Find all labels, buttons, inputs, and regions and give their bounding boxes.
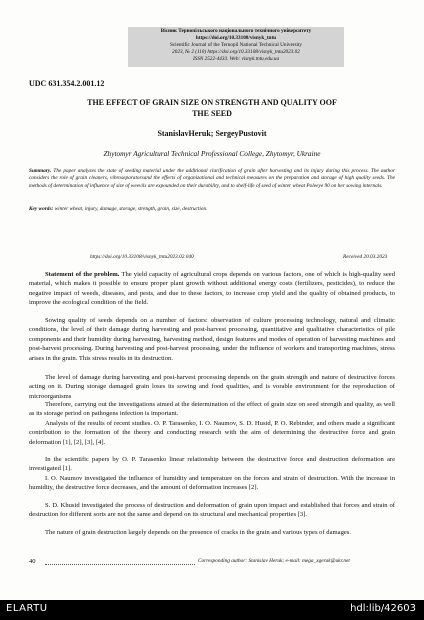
body-paragraph: Sowing quality of seeds depends on a number of factors: observation of culture processing technology, natural and climatic conditions, the level of their damage during harvesting and post-harvest processing, quantitative and qualitative characteristics of pile components and their humidity during harvesting, harvesting method, design features and modes of operation of harvesting machines and post-harvest processing. During harvesting and post-harvest processing, under the influence of workers and transporting machines, stress arises in the grain. This stress results in its destruction. (29, 317, 395, 362)
body-paragraph: The nature of grain destruction largely depends on the presence of cracks in the grain and various types of damages. (45, 529, 352, 536)
paper-authors: StanislavHeruk; SergeyPustovit (157, 129, 267, 138)
repository-name[interactable]: ELARTU (6, 603, 48, 614)
paper-title-line-2: THE SEED (192, 109, 232, 118)
body-paragraph: Therefore, carrying out the investigations aimed at the determination of the effect of grain size on seed strength and quality, as well as its storage period on pathogens infection is important. (29, 401, 395, 418)
keywords (29, 206, 395, 213)
journal-name-ukrainian: Вісник Тернопільського національного технічного університету (160, 28, 312, 34)
abstract-label: Summary. (29, 168, 52, 174)
page-number: 40 (29, 558, 36, 565)
paragraph-text: The yield capacity of agricultural crops depends on various factors, one of which is high-quality seed material, which makes it possible to ensure proper plant growth without additional energy costs (fertilizers, pesticides), to reduce the negative impact of weeds, diseases, and pests, and due to these factors, to increase crop yield and the quality of obtained products, to improve the ecological condition of the field. (29, 271, 396, 307)
body-paragraph: S. D. Khusid investigated the process of destruction and deformation of grain upon impact and established that forces and strain of destruction for different sorts are not the same and depend on its structural and mechanical properties [3]. (29, 502, 395, 519)
body-paragraph: In the scientific papers by O. P. Tarasenko linear relationship between the destructive force and destruction deformation are investigated [1]. (29, 456, 395, 473)
corresponding-author: Corresponding author: Stanislav Heruk; e-mail: mega_xgerak@ukr.net (198, 558, 350, 564)
abstract-text: The paper analyzes the state of seeding material under the additional clarification of grain after harvesting and its injury during this process. The author considers the role of grain cleaners, vibroseparatorsand the effects of organizational and technical measures on the preparation and storage of high quality seeds. The methods of determination of influence of size of weevils are expounded on their durability, and to shelf-life of seed of winter wheat Poleeye 90 on her sowing internals. (29, 168, 396, 189)
body-paragraph: I. O. Naumov investigated the influence of humidity and temperature on the forces and strain of destruction. With the increase in humidity, the destructive force decreases, and the amount of deformation increases [2]. (29, 475, 395, 492)
keywords-text: winter wheat, injury, damage, storage, strength, grain, size, destruction. (54, 206, 208, 212)
received-date: Received 20.03.2023 (343, 254, 388, 260)
section-heading: Statement of the problem. (45, 271, 120, 278)
abstract (29, 168, 395, 190)
journal-issn-web[interactable]: ISSN 2522-4433. Web: visnyk.tntu.edu.ua (192, 56, 280, 62)
article-doi[interactable]: https://doi.org/10.33108/visnyk_tntu2023.02.040 (90, 254, 194, 260)
journal-issue-doi[interactable]: 2023, № 2 (110) https://doi.org/10.33108/visnyk_tntu2023.02 (172, 49, 300, 55)
keywords-label: Key words: (29, 206, 54, 212)
body-paragraph: Analysis of the results of recent studies. O. P. Tarasenko, I. O. Naumov, S. D. Husid, P. O. Rebinder, and others made a significant contribution to the formation of the theory and conducting research with the aim of determining the destructive force and grain deformation [1], [2], [3], [4]. (29, 420, 395, 446)
paper-title-line-1: THE EFFECT OF GRAIN SIZE ON STRENGTH AND QUALITY OOF (87, 98, 337, 107)
handle-id[interactable]: hdl:lib/42603 (350, 603, 416, 614)
author-affiliation: Zhytomyr Agricultural Technical Professional College, Zhytomyr, Ukraine (103, 149, 321, 158)
body-paragraph (29, 270, 395, 308)
udc-code: UDC 631.354.2.001.12 (29, 79, 105, 88)
journal-name-english: Scientific Journal of the Ternopil National Technical University (169, 42, 303, 48)
footer-divider (45, 559, 195, 565)
journal-doi-link[interactable]: https://doi.org/10.33108/visnyk_tntu (195, 35, 277, 41)
body-paragraph: The level of damage during harvesting and post-harvest processing depends on the grain strength and nature of destructive forces acting on it. During storage damaged grain loses its sowing and food qualities, and is vorable environment for the reproduction of microorganisms (29, 374, 395, 400)
